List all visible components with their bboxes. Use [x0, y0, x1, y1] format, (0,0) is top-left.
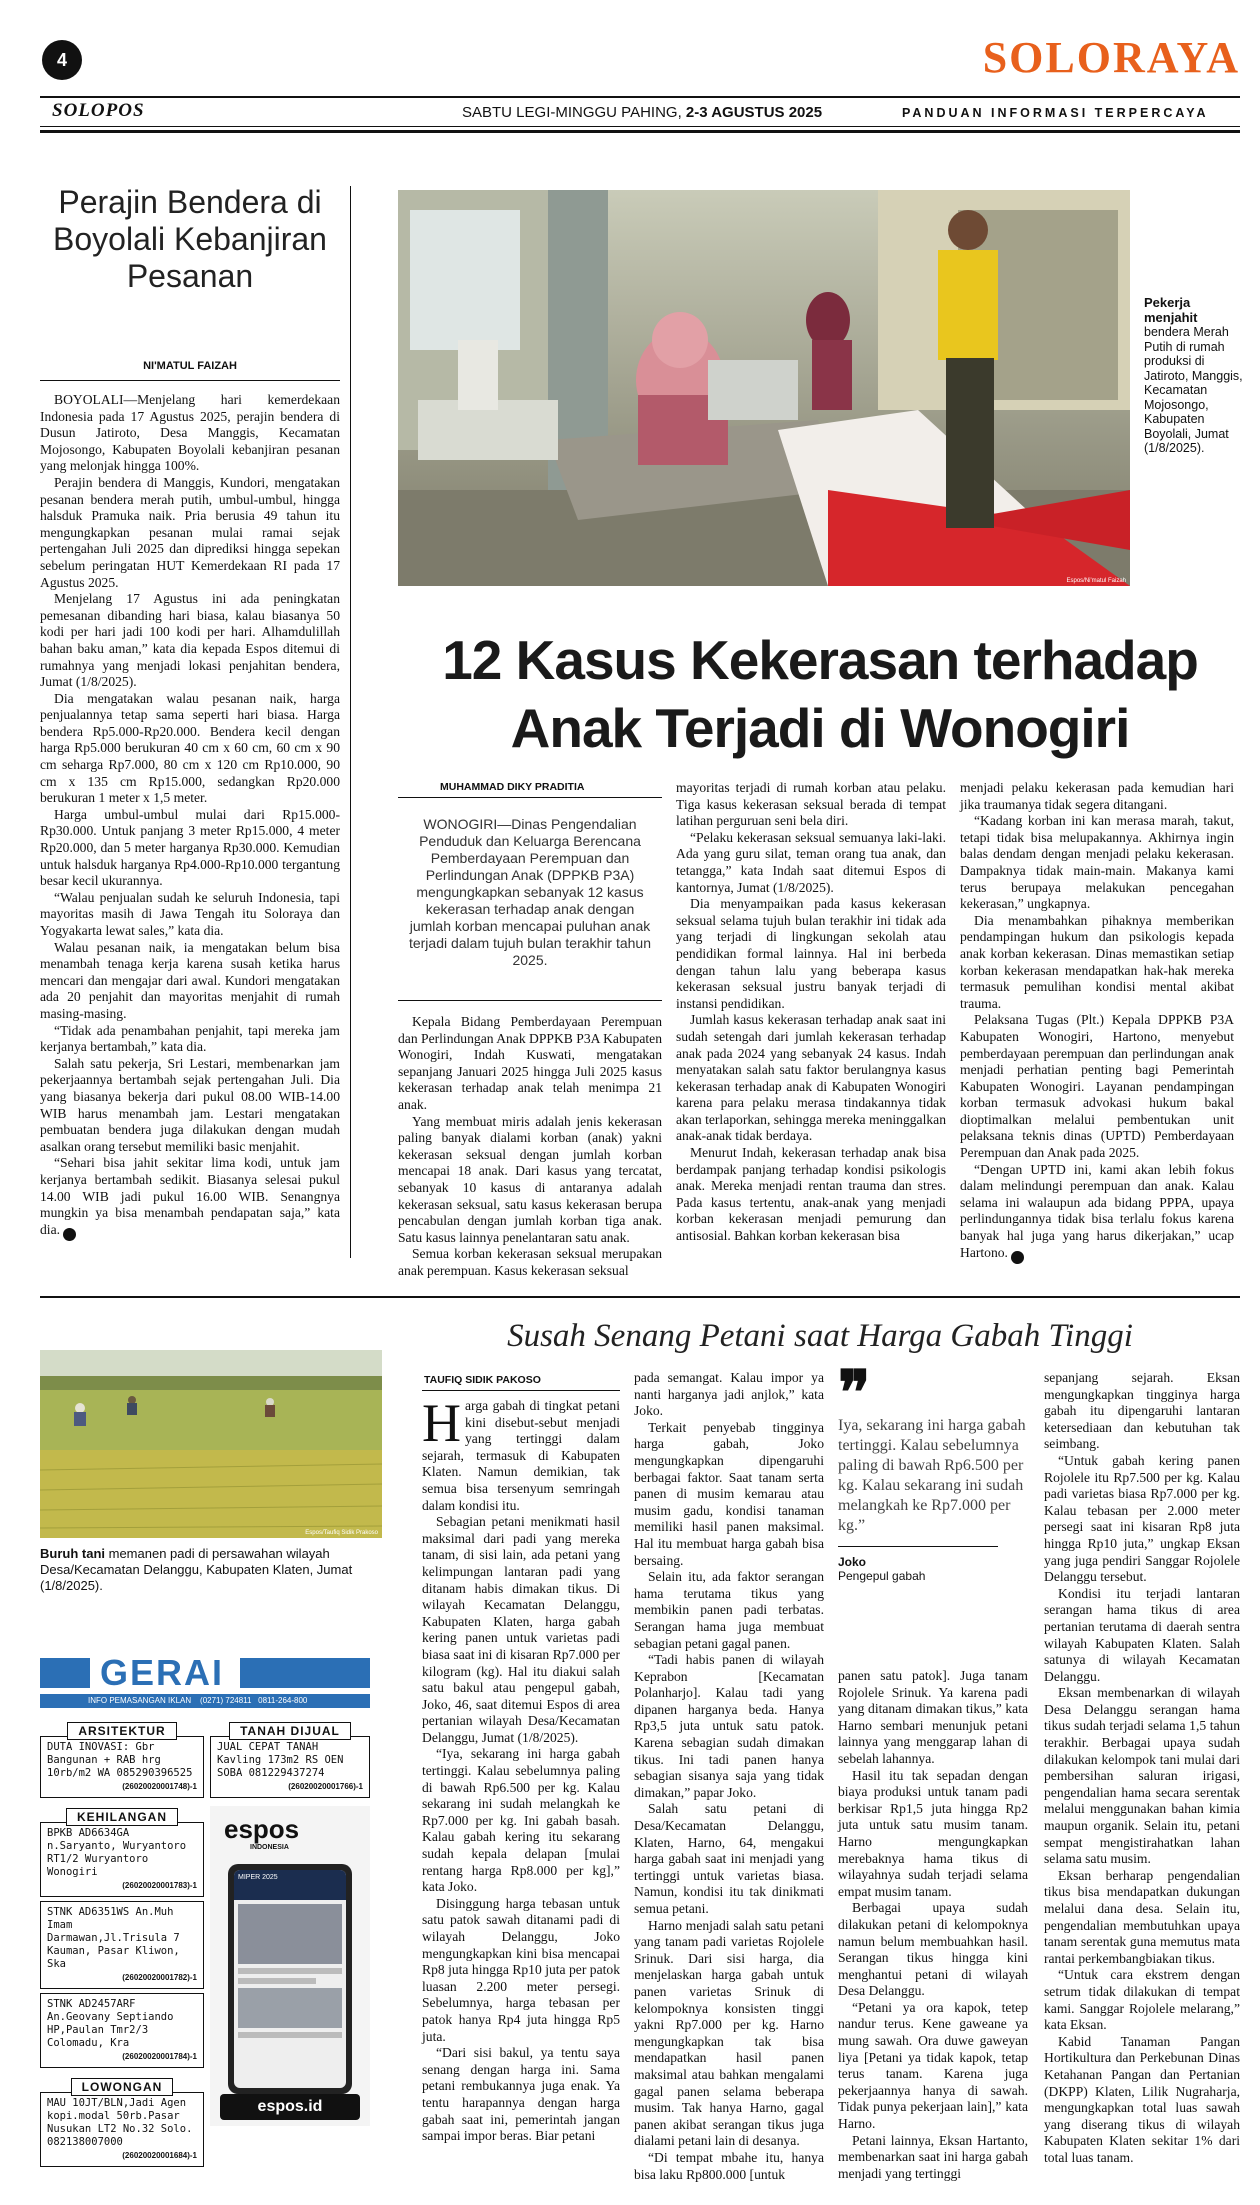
article3-col3: panen satu patok]. Juga tanam Rojolele Srinuk. Ya karena padi yang ditanam dimakan tikus,” kata Harno sembari menunjuk petani lainnya yang menggarap lahan di sebelah lahannya. Hasil itu tak sepadan dengan biaya produksi untuk tanam padi berkisar Rp1,5 juta hingga Rp2 juta untuk satu musim tanam. Harno mengungkapkan merebaknya hama tikus di wilayahnya sudah terjadi selama empat musim tanam. Berbagai upaya sudah dilakukan petani di kelompoknya namun belum membuahkan hasil. Serangan tikus hingga kini menghantui petani di wilayah Desa Delanggu. “Petani ya ora kapok, tetep nandur terus. Kene gaweane ya mung sawah. Ora duwe gaweyan liya [Petani ya tidak kapok, tetap terus tanam. Karena juga pekerjaannya hanya di sawah. Tidak punya pekerjaan lain],” kata Harno. Petani lainnya, Eksan Hartanto, membenarkan saat ini harga gabah menjadi yang tertinggi — [838, 1668, 1028, 2181]
end-mark-icon: ✎ — [63, 1228, 76, 1241]
article1-author: NI'MATUL FAIZAH — [143, 360, 237, 372]
sewing-workshop-photo — [398, 190, 1130, 586]
section-title: SOLORAYA — [982, 33, 1240, 82]
quote-icon: ❞ — [838, 1360, 871, 1426]
pull-quote — [838, 1360, 1028, 1583]
drop-cap: H — [422, 1393, 461, 1453]
quote-name: Joko — [838, 1555, 867, 1569]
ad-listing: JUAL CEPAT TANAH Kavling 173m2 RS OEN SOBA 081229437274 (26020020001766)-1 — [210, 1736, 370, 1798]
ad-listing: STNK AD2457ARF An.Geovany Septiando HP,Paulan Tmr2/3 Colomadu, Kra (26020020001784)-1 — [40, 1993, 204, 2068]
photo1-caption: Pekerja menjahit bendera Merah Putih di rumah produksi di Jatiroto, Manggis, Kecamatan Mojosongo, Kabupaten Boyolali, Jumat (1/8/2025). — [1144, 295, 1243, 455]
rice-field-photo — [40, 1350, 382, 1538]
article2-lead: WONOGIRI—Dinas Pengendalian Penduduk dan Keluarga Berencana Pemberdayaan Perempuan dan Perlindungan Anak (DPPKB P3A) mengungkapkan sebanyak 12 kasus kekerasan terhadap anak dengan jumlah korban mencapai puluhan anak terjadi dalam tujuh bulan terakhir tahun 2025. — [408, 816, 652, 968]
article2-author: MUHAMMAD DIKY PRADITIA — [440, 781, 585, 793]
quote-text: Iya, sekarang ini harga gabah tertinggi. Kalau sebelumnya paling di bawah Rp6.500 per kg. Kalau sekarang ini sudah melangkah ke Rp7.000 per kg.” — [838, 1417, 1026, 1534]
photo2-caption: Buruh tani memanen padi di persawahan wilayah Desa/Kecamatan Delanggu, Kabupaten Klaten, Jumat (1/8/2025). — [40, 1546, 353, 1593]
article3-col4: sepanjang sejarah. Eksan mengungkapkan tingginya harga gabah itu dipengaruhi lantaran ketersediaan dan kebutuhan tak seimbang. “Untuk gabah kering panen Rojolele itu Rp7.500 per kg. Kalau padi varietas biasa Rp7.000 per kg. Kalau tebasan per 2.000 meter persegi saat ini kisaran Rp8 juta hingga Rp10 juta,” ungkap Eksan yang juga pendiri Sanggar Rojolele Delanggu tersebut. Kondisi itu terjadi lantaran serangan hama tikus di area pertanian terutama di daerah sentra wilayah Kabupaten Klaten. Salah satunya di wilayah Kecamatan Delanggu. Eksan membenarkan di wilayah Desa Delanggu serangan hama tikus sudah terjadi selama 1,5 tahun terakhir. Berbagai upaya sudah dilakukan kelompok tani mulai dari pembersihan saluran irigasi, pengendalian hama secara serentak melalui menggunakan bahan kimia maupun organik. Selain itu, petani sempat mengistirahatkan lahan selama satu musim. Eksan berharap pengendalian tikus bisa mendapatkan dukungan melalui dana desa. Selain itu, pengendalian membutuhkan upaya tanam serentak guna memutus mata rantai perkembangbiakan tikus. “Untuk cara ekstrem dengan setrum tidak dilakukan di tempat kami. Sanggar Rojolele melarang,” kata Eksan. Kabid Tanaman Pangan Hortikultura dan Perkebunan Dinas Ketahanan Pangan dan Pertanian (DKPP) Klaten, Lilik Nugraharja, mengungkapkan total luas sawah yang diserang tikus di wilayah Kabupaten Klaten sekitar 1% dari total luas tanam. — [1044, 1370, 1240, 2165]
article2-col2: mayoritas terjadi di rumah korban atau pelaku. Tiga kasus kekerasan seksual berada di tempat latihan perguruan seni bela diri. “Pelaku kekerasan seksual semuanya laki-laki. Ada yang guru silat, teman orang tua anak, dan tetangga,” kata Indah saat ditemui Espos di kantornya, Jumat (1/8/2025). Dia menyampaikan pada kasus kekerasan seksual selama tujuh bulan terakhir ini tidak ada yang terjadi di lingkungan sekolah atau pendidikan formal lainnya. Hal ini berbeda dengan tahun lalu yang beberapa kasus kekerasan seksual justru banyak terjadi di instansi pendidikan. Jumlah kasus kekerasan terhadap anak saat ini sudah setengah dari jumlah kekerasan terhadap anak pada 2024 yang sebanyak 24 kasus. Indah menyatakan salah satu faktor berulangnya kasus kekerasan terhadap anak di Kabupaten Wonogiri karena para pelaku merasa tindakannya tidak akan terlaporkan, sehingga mereka meninggalkan anak-anak tidak berdaya. Menurut Indah, kekerasan terhadap anak bisa berdampak panjang terhadap kondisi psikologis anak. Mereka menjadi rentan trauma dan stres. Pada kasus tertentu, anak-anak yang menjadi korban kekerasan menjadi pemurung dan antisosial. Bahkan korban kekerasan bisa — [676, 780, 946, 1244]
espos-url[interactable]: espos.id — [220, 2094, 360, 2120]
article2-col1: Kepala Bidang Pemberdayaan Perempuan dan Perlindungan Anak DPPKB P3A Kabupaten Wonogiri, Indah Kuswati, mengatakan sepanjang Januari 2025 hingga Juli 2025 kasus kekerasan terhadap anak telah menimpa 21 anak. Yang membuat miris adalah jenis kekerasan paling banyak dialami korban (anak) yakni kekerasan seksual dengan jumlah korban mencapai 18 anak. Dari kasus yang tercatat, sebanyak 10 kasus di antaranya adalah kekerasan seksual, satu kasus kekerasan berupa pencabulan dengan jumlah korban tiga anak. Satu kasus lainnya penelantaran satu anak. Semua korban kekerasan seksual merupakan anak perempuan. Kasus kekerasan seksual — [398, 1014, 662, 1278]
ad-category: TANAH DIJUAL — [229, 1722, 351, 1740]
article1-title: Perajin Bendera di Boyolali Kebanjiran Pesanan — [53, 184, 327, 294]
photo-credit: Espos/Ni'matul Faizah — [1066, 578, 1126, 584]
tagline: PANDUAN INFORMASI TERPERCAYA — [902, 106, 1209, 120]
article3-title: Susah Senang Petani saat Harga Gabah Tinggi — [507, 1318, 1133, 1354]
ad-listing: STNK AD6351WS An.Muh Imam Darmawan,Jl.Trisula 7 Kauman, Pasar Kliwon, Ska (26020020001782)-1 — [40, 1901, 204, 1989]
ad-listing: MAU 10JT/BLN,Jadi Agen kopi.modal 50rb.Pasar Nusukan LT2 No.32 Solo. 082138007000 (26020020001684)-1 — [40, 2092, 204, 2167]
article3-col1: Harga gabah di tingkat petani kini disebut-sebut menjadi yang tertinggi dalam sejarah, termasuk di Kabupaten Klaten. Namun demikian, tak semua bisa tersenyum semringah dalam kondisi itu. Sebagian petani menikmati hasil maksimal dari padi yang mereka tanam, di sisi lain, ada petani yang kelimpungan lantaran padi yang ditanam habis dimakan tikus. Di wilayah Kecamatan Delanggu, Kabupaten Klaten, harga gabah kering panen untuk varietas padi biasa saat ini di kisaran Rp7.000 per kilogram (kg). Hal itu diakui salah satu bakul atau pengepul gabah, Joko, 46, saat ditemui Espos di area pertanian wilayah Desa/Kecamatan Delanggu, Jumat (1/8/2025). “Iya, sekarang ini harga gabah tertinggi. Kalau sebelumnya paling di bawah Rp6.500 per kg. Kalau sekarang ini sudah melangkah ke Rp7.000 per kg. Ini gabah basah. Kalau gabah kering itu sekarang sudah kepala delapan [mulai rentang harga Rp8.000 per kg],” kata Joko. Disinggung harga tebasan untuk satu patok sawah ditanami padi di wilayah Delanggu, Joko mengungkapkan kini bisa mencapai Rp8 juta hingga Rp10 juta per patok luasan 2.200 meter persegi. Sebelumnya, harga tebasan per patok hanya Rp4 juta hingga Rp5 juta. “Dari sisi bakul, ya tentu saya senang dengan harga ini. Sama petani rembukannya juga enak. Ya tentu harapannya dengan harga gabah saat ini, pemerintah jangan sampai impor beras. Biar petani — [422, 1393, 620, 2144]
article3-author: TAUFIQ SIDIK PAKOSO — [424, 1374, 541, 1386]
issue-date: SABTU LEGI-MINGGU PAHING, 2-3 AGUSTUS 2025 — [462, 104, 823, 121]
espos-app-ad: espos INDONESIA MIPER 2025 espos.id — [210, 1806, 370, 2126]
article2-title: 12 Kasus Kekerasan terhadap Anak Terjadi di Wonogiri — [442, 629, 1198, 759]
article2-col3: menjadi pelaku kekerasan pada kemudian hari jika traumanya tidak segera ditangani. “Kadang korban ini kan merasa marah, takut, tetapi tidak bisa melupakannya. Akhirnya ingin balas dendam dengan menjadi pelaku kekerasan. Dampaknya tidak main-main. Makanya kami terus berupaya melakukan pencegahan kekerasan,” ungkapnya. Dia menambahkan pihaknya memberikan pendampingan hukum dan psikologis kepada anak korban kekerasan. Dinas memastikan setiap korban kekerasan mendapatkan hak-hak mereka termasuk pemulihan kondisi mental akibat trauma. Pelaksana Tugas (Plt.) Kepala DPPKB P3A Kabupaten Wonogiri, Hartono, menyebut pemberdayaan perempuan dan perlindungan anak menjadi perhatian penting bagi Pemerintah Kabupaten Wonogiri. Layanan pendampingan korban termasuk advokasi hukum bakal dioptimalkan melalui pembentukan unit pelaksana teknis dinas (UPTD) Pemberdayaan Perempuan dan Anak pada 2025. “Dengan UPTD ini, kami akan lebih fokus dalam melindungi perempuan dan anak. Kalau selama ini walaupun ada bidang PPPA, upaya perlindungannya tidak bisa terlalu fokus karena banyak hal juga yang harus dikerjakan,” ucap Hartono. ✎ — [960, 780, 1234, 1262]
page-number-badge: 4 — [42, 40, 82, 80]
article3-col2: pada semangat. Kalau impor ya nanti harganya jadi anjlok,” kata Joko. Terkait penyebab tingginya harga gabah, Joko mengungkapkan dipengaruhi berbagai faktor. Saat tanam serta panen di musim kemarau atau musim gadu, kondisi tanaman memiliki hasil panen maksimal. Hal itu membuat harga gabah bisa bersaing. Selain itu, ada faktor serangan hama terutama tikus yang membikin panen padi terbatas. Serangan hama juga membuat sebagian petani gagal panen. “Tadi habis panen di wilayah Keprabon [Kecamatan Polanharjo]. Kalau tadi yang dipanen harganya beda. Hanya Rp3,5 juta untuk satu patok. Karena sebagian sudah dimakan tikus. Ini tadi panen hanya sebagian sisanya saja yang tidak dimakan,” papar Joko. Salah satu petani di Desa/Kecamatan Delanggu, Klaten, Harno, 64, mengakui harga gabah saat ini menjadi yang tertinggi untuk varietas biasa. Namun, kondisi itu tak dinikmati semua petani. Harno menjadi salah satu petani yang tanam padi varietas Rojolele Srinuk. Dari sisi harga, dia menjelaskan harga gabah untuk panen varietas Srinuk di kelompoknya konsisten tinggi yakni Rp7.000 per kg. Harno mengungkapkan tak bisa mendapatkan hasil panen maksimal atau bahkan mengalami gagal panen selama beberapa musim. Tak hanya Harno, gagal panen akibat serangan tikus juga dialami petani lain di desanya. “Di tempat mbahe itu, hanya bisa laku Rp800.000 [untuk — [634, 1370, 824, 2182]
photo-credit: Espos/Taufiq Sidik Prakoso — [305, 1530, 378, 1536]
gerai-classifieds — [40, 1650, 370, 2195]
end-mark-icon: ✎ — [1011, 1251, 1024, 1264]
quote-role: Pengepul gabah — [838, 1569, 926, 1583]
ad-listing: DUTA INOVASI: Gbr Bangunan + RAB hrg 10rb/m2 WA 085290396525 (26020020001748)-1 — [40, 1736, 204, 1798]
brand-logo: SOLOPOS — [52, 100, 145, 121]
ad-category: LOWONGAN — [71, 2078, 174, 2096]
ad-listing: BPKB AD6634GA n.Saryanto, Wuryantoro RT1/2 Wuryantoro Wonogiri (26020020001783)-1 — [40, 1822, 204, 1897]
gerai-title: GERAI — [100, 1652, 225, 1693]
ad-category: ARSITEKTUR — [67, 1722, 176, 1740]
article1-body: BOYOLALI—Menjelang hari kemerdekaan Indonesia pada 17 Agustus 2025, perajin bendera di Dusun Jatiroto, Desa Manggis, Kecamatan Mojosongo, Kabupaten Boyolali kebanjiran pesanan yang melonjak hingga 100%. Perajin bendera di Manggis, Kundori, mengatakan pesanan bendera merah putih, umbul-umbul, hingga halsduk Pramuka naik. Pria berusia 49 tahun itu mengungkapkan pesanan mulai ramai sejak pertengahan Juli 2025 dan diprediksi hingga sepekan sebelum peringatan HUT Kemerdekaan RI pada 17 Agustus 2025. Menjelang 17 Agustus ini ada peningkatan pemesanan dibanding hari biasa, kalau biasanya 50 kodi per hari jadi 100 kodi per hari. Alhamdulillah bahan baku aman,” kata dia kepada Espos ditemui di rumahnya yang menjadi lokasi penjahitan bendera, Jumat (1/8/2025). Dia mengatakan walau pesanan naik, harga penjualannya tetap sama seperti hari biasa. Harga bendera Rp5.000-Rp20.000. Bendera kecil dengan harga Rp5.000 berukuran 40 cm x 60 cm, 60 cm x 90 cm seharga Rp7.000, 80 cm x 120 cm Rp10.000, 90 cm x 135 cm Rp15.000, sedangkan Rp20.000 berukuran 1 meter x 1,5 meter. Harga umbul-umbul mulai dari Rp15.000-Rp30.000. Untuk panjang 3 meter Rp15.000, 4 meter Rp20.000, dan 5 meter harganya Rp30.000. Kemudian untuk halsduk harganya Rp4.000-Rp10.000 tergantung besar kecil ukurannya. “Walau penjualan sudah ke seluruh Indonesia, tapi mayoritas masih di Jawa Tengah itu Soloraya dan Yogyakarta lewat sales,” kata dia. Walau pesanan naik, ia mengatakan belum bisa menambah tenaga kerja karena susah ketika harus mencari dan mengajar dari awal. Kundori mengatakan ada 20 penjahit dan mayoritas menjahit di rumah masing-masing. “Tidak ada penambahan penjahit, tapi mereka jam kerjanya bertambah,” kata dia. Salah satu pekerja, Sri Lestari, membenarkan jam pekerjaannya bertambah sejak pertengahan Juli. Dia yang biasanya bekerja dari pukul 08.00 WIB-14.00 WIB harus menambah jam. Lestari mengatakan pembuatan bendera juga dilakukan dengan mudah asalkan orang tersebut memiliki basic menjahit. “Sehari bisa jahit sekitar lima kodi, untuk jam kerjanya bertambah sedikit. Biasanya selesai pukul 14.00 WIB jadi pukul 16.00 WIB. Senangnya mungkin ya bisa menambah pendapatan saja,” kata dia. ✎ — [40, 392, 340, 1239]
ad-category: KEHILANGAN — [66, 1808, 178, 1826]
gerai-info-bar: INFO PEMASANGAN IKLAN (0271) 724811 0811-264-800 — [40, 1694, 370, 1708]
